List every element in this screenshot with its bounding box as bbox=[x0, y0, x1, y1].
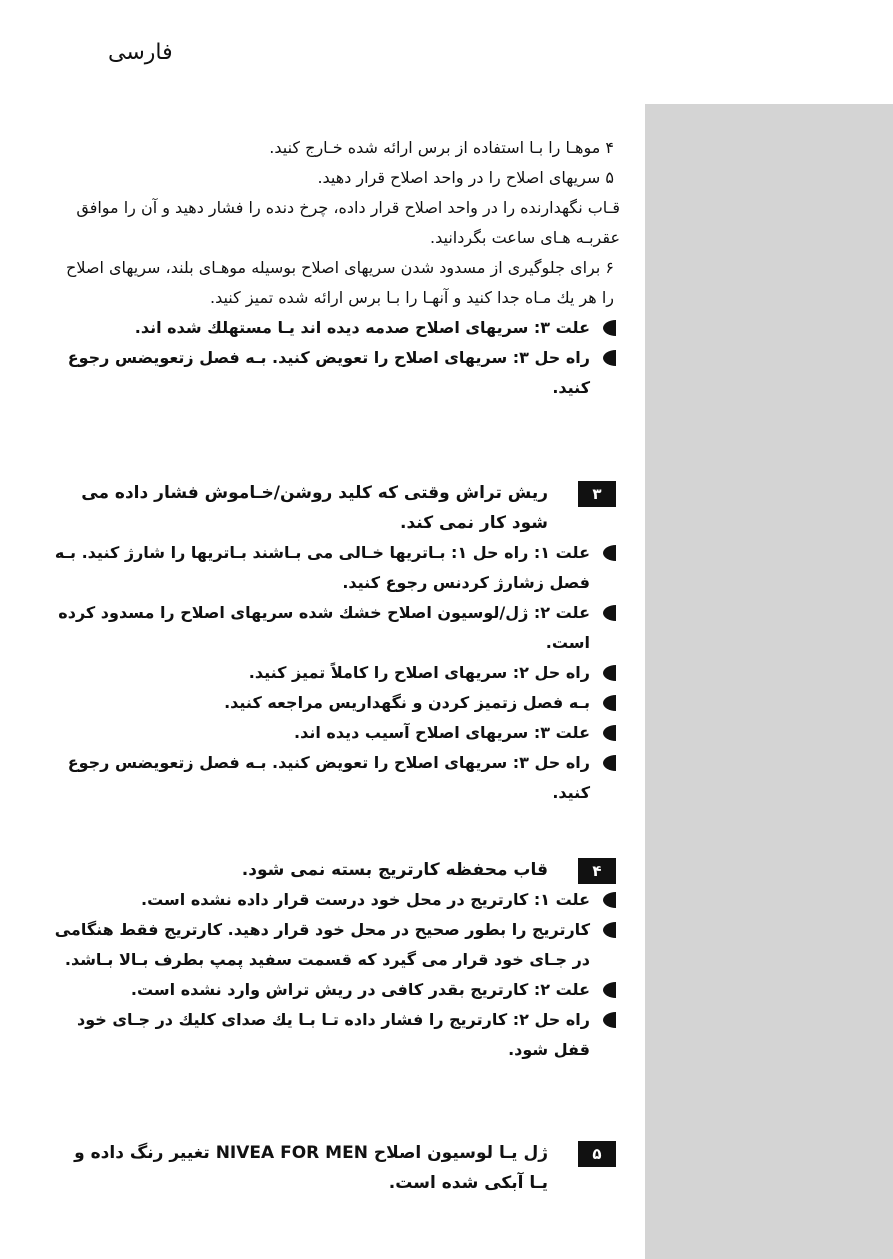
section-heading: ۵ ژل يـا لوسيون اصلاح NIVEA FOR MEN تغيير رنگ داده و يـا آبكی شده است. bbox=[50, 1138, 620, 1198]
bullet-icon bbox=[603, 350, 616, 366]
bullet-icon bbox=[603, 545, 616, 561]
section-3 bbox=[50, 478, 620, 808]
list-item: علت ۳: سريهای اصلاح صدمه ديده اند يـا مستهلك شده اند. bbox=[50, 313, 620, 343]
step-5: ۵ سريهای اصلاح را در واحد اصلاح قرار دهيد. bbox=[317, 168, 614, 187]
list-item: بـه فصل زتميز كردن و نگهداريس مراجعه كنيد. bbox=[50, 688, 620, 718]
bullet-icon bbox=[603, 695, 616, 711]
bullet-icon bbox=[603, 665, 616, 681]
list-item: راه حل ۳: سريهای اصلاح را تعويض كنيد. بـه فصل زتعويضس رجوع كنيد. bbox=[50, 748, 620, 808]
list-item: كارتريج را بطور صحيح در محل خود قرار دهيد. كارتريج فقط هنگامی در جـای خود قرار می گيرد كه قسمت سفيد پمپ بطرف بـالا بـاشد. bbox=[50, 915, 620, 975]
section-4 bbox=[50, 855, 620, 1065]
bullet-icon bbox=[603, 892, 616, 908]
list-item: علت ۲: ژل/لوسيون اصلاح خشك شده سريهای اصلاح را مسدود كرده است. bbox=[50, 598, 620, 658]
holder-paragraph: قـاب نگهدارنده را در واحد اصلاح قرار داده، چرخ دنده را فشار دهيد و آن را موافق عقربـه هـای ساعت بگردانيد. bbox=[76, 198, 620, 247]
list-item: راه حل ۲: سريهای اصلاح را كاملاً تميز كنيد. bbox=[50, 658, 620, 688]
list-item: علت ۲: كارتريج بقدر كافی در ريش تراش وارد نشده است. bbox=[50, 975, 620, 1005]
bullet-icon bbox=[603, 320, 616, 336]
section-number-badge: ۵ bbox=[578, 1141, 616, 1167]
list-item: علت ۳: سريهای اصلاح آسيب ديده اند. bbox=[50, 718, 620, 748]
bullet-icon bbox=[603, 922, 616, 938]
list-item: علت ۱: كارتريج در محل خود درست قرار داده نشده است. bbox=[50, 885, 620, 915]
bullet-icon bbox=[603, 982, 616, 998]
list-item: علت ۱: راه حل ۱: بـاتريها خـالی می بـاشند بـاتريها را شارژ كنيد. بـه فصل زشارژ كردنس رجوع كنيد. bbox=[50, 538, 620, 598]
bullet-icon bbox=[603, 725, 616, 741]
intro-block bbox=[50, 133, 620, 403]
section-heading: ۴ قاب محفظه كارتريج بسته نمی شود. bbox=[50, 855, 620, 885]
bullet-icon bbox=[603, 605, 616, 621]
step-6: ۶ برای جلوگيری از مسدود شدن سريهای اصلاح بوسيله موهـای بلند، سريهای اصلاح را هر يك مـاه جدا كنيد و آنهـا را بـا برس ارائه شده تميز كنيد. bbox=[65, 258, 614, 307]
section-number-badge: ۴ bbox=[578, 858, 616, 884]
list-item: راه حل ۳: سريهای اصلاح را تعويض كنيد. بـه فصل زتعويضس رجوع كنيد. bbox=[50, 343, 620, 403]
section-heading: ۳ ريش تراش وقتی كه كليد روشن/خـاموش فشار داده می شود كار نمی كند. bbox=[50, 478, 620, 538]
section-number-badge: ۳ bbox=[578, 481, 616, 507]
sidebar-panel bbox=[645, 104, 893, 1259]
section-5 bbox=[50, 1138, 620, 1198]
bullet-icon bbox=[603, 1012, 616, 1028]
bullet-icon bbox=[603, 755, 616, 771]
page-language-header: فارسی bbox=[108, 40, 173, 65]
list-item: راه حل ۲: كارتريج را فشار داده تـا بـا يك صدای كليك در جـای خود قفل شود. bbox=[50, 1005, 620, 1065]
step-4: ۴ موهـا را بـا استفاده از برس ارائه شده خـارج كنيد. bbox=[269, 138, 614, 157]
